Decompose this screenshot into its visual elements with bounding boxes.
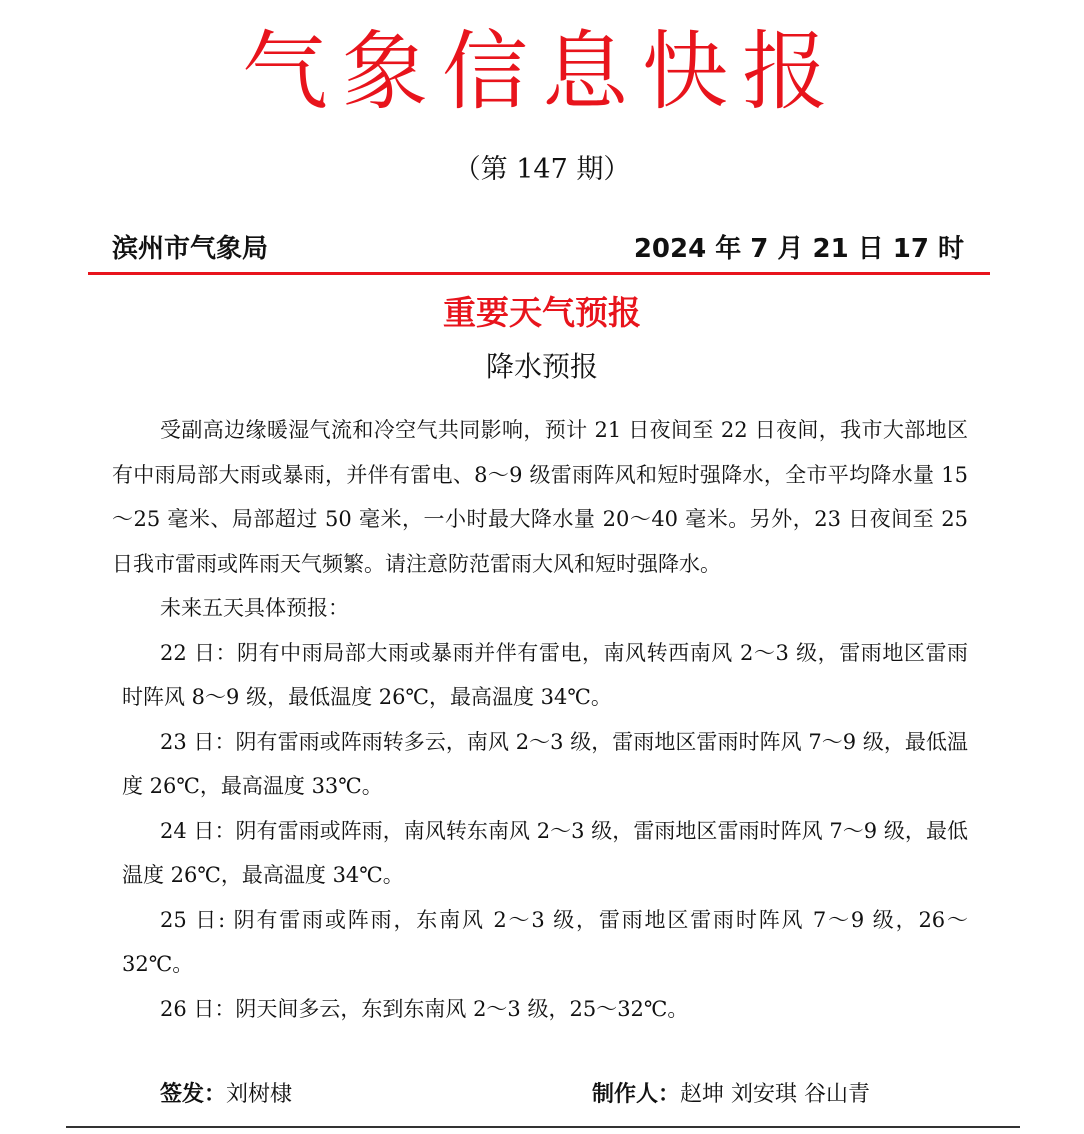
forecast-day: 24 日：阴有雷雨或阵雨，南风转东南风 2～3 级，雷雨地区雷雨时阵风 7～9 级，最低温度 26℃，最高温度 34℃。	[122, 818, 968, 887]
issue-datetime: 2024 年 7 月 21 日 17 时	[633, 234, 964, 264]
bulletin-body	[112, 408, 968, 1031]
maker-block	[592, 1075, 870, 1115]
signoff-row	[160, 1075, 920, 1115]
issuer-label: 签发：	[160, 1082, 227, 1107]
issuer-name: 刘树棣	[226, 1082, 293, 1107]
meta-row	[112, 229, 964, 269]
forecast-day: 22 日：阴有中雨局部大雨或暴雨并伴有雷电，南风转西南风 2～3 级，雷雨地区雷雨时阵风 8～9 级，最低温度 26℃，最高温度 34℃。	[122, 640, 968, 709]
masthead-title: 气象信息快报	[242, 22, 842, 122]
summary-paragraph: 受副高边缘暖湿气流和冷空气共同影响，预计 21 日夜间至 22 日夜间，我市大部地区有中雨局部大雨或暴雨，并伴有雷电、8～9 级雷雨阵风和短时强降水，全市平均降水量 15～25 毫米、局部超过 50 毫米，一小时最大降水量 20～40 毫米。另外，23 日夜间至 25 日我市雷雨或阵雨天气频繁。请注意防范雷雨大风和短时强降水。	[112, 418, 968, 576]
bulletin-subhead: 降水预报	[485, 350, 598, 383]
issuer-block	[160, 1075, 292, 1115]
forecast-day: 23 日：阴有雷雨或阵雨转多云，南风 2～3 级，雷雨地区雷雨时阵风 7～9 级，最低温度 26℃，最高温度 33℃。	[122, 729, 968, 798]
maker-names: 赵坤 刘安琪 谷山青	[680, 1082, 871, 1107]
forecast-intro: 未来五天具体预报：	[160, 596, 349, 620]
maker-label: 制作人：	[592, 1082, 681, 1107]
forecast-day: 25 日: 阴有雷雨或阵雨，东南风 2～3 级，雷雨地区雷雨时阵风 7～9 级，26～32℃。	[122, 907, 968, 976]
issue-number: （第 147 期）	[453, 154, 631, 185]
forecast-day: 26 日：阴天间多云，东到东南风 2～3 级，25～32℃。	[160, 996, 689, 1021]
red-divider	[88, 272, 990, 275]
bulletin-headline: 重要天气预报	[443, 293, 641, 332]
bottom-divider	[66, 1126, 1020, 1128]
agency-name: 滨州市气象局	[112, 234, 269, 264]
